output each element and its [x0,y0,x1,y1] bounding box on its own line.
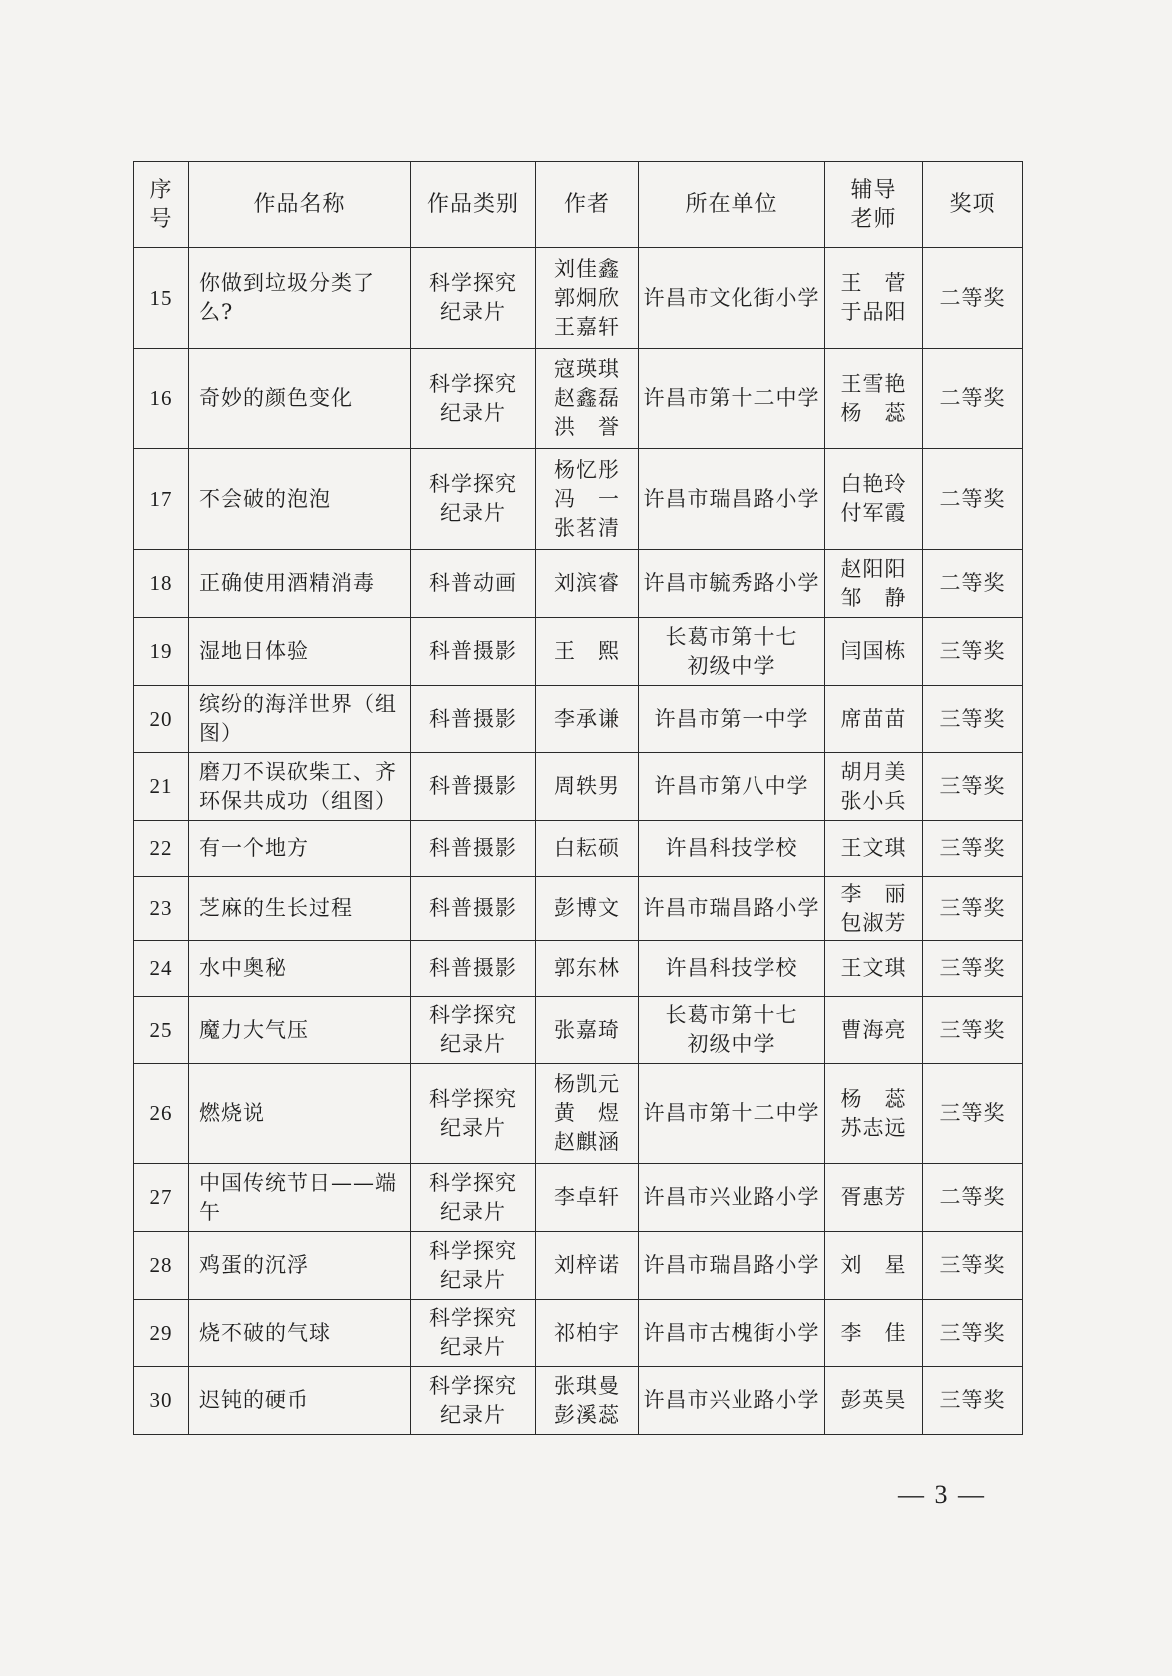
cell-line: 王文琪 [840,836,907,860]
cell-line: 纪录片 [440,1199,506,1224]
cell-line: 纪录片 [440,1335,506,1359]
cell-title: 燃烧说 [189,1064,411,1164]
cell-line: 纪录片 [440,1115,506,1140]
cell-line: 刘 星 [840,1253,907,1277]
cell-line: 赵阳阳 [840,556,907,581]
cell-line: 初级中学 [687,1032,776,1056]
cell-unit [639,1300,825,1367]
cell-line: 纪录片 [440,1267,506,1292]
cell-award: 三等奖 [923,997,1023,1064]
cell-authors [536,618,639,686]
cell-category [411,1064,536,1164]
cell-seq: 20 [134,686,189,753]
table-row [134,1300,1023,1367]
cell-award: 三等奖 [923,686,1023,753]
table-row [134,248,1023,349]
cell-line: 刘佳鑫 [554,256,620,281]
cell-authors [536,686,639,753]
table-header-row [134,162,1023,248]
cell-seq: 29 [134,1300,189,1367]
cell-seq: 27 [134,1164,189,1232]
cell-award: 二等奖 [923,1164,1023,1232]
cell-authors [536,1367,639,1435]
cell-teacher [825,997,923,1064]
table-row [134,753,1023,821]
cell-line: 赵麒涵 [554,1130,620,1154]
cell-seq: 24 [134,941,189,997]
cell-line: 苏志远 [840,1115,907,1140]
cell-title: 鸡蛋的沉浮 [189,1232,411,1300]
cell-title: 魔力大气压 [189,997,411,1064]
cell-unit [639,686,825,753]
cell-teacher [825,349,923,449]
cell-line: 李 佳 [840,1320,907,1345]
cell-authors [536,449,639,550]
cell-line: 张琪曼 [554,1373,620,1398]
cell-category [411,1232,536,1300]
cell-seq: 21 [134,753,189,821]
cell-unit [639,1232,825,1300]
cell-line: 许昌市瑞昌路小学 [643,896,820,920]
cell-line: 李 丽 [840,881,907,906]
cell-unit [639,997,825,1064]
cell-teacher [825,753,923,821]
table-row [134,1164,1023,1232]
cell-line: 纪录片 [440,1402,506,1427]
cell-award: 三等奖 [923,1300,1023,1367]
cell-line: 科学探究 [429,371,517,396]
header-category: 作品类别 [411,162,536,248]
cell-title: 磨刀不误砍柴工、齐环保共成功（组图） [189,753,411,821]
cell-seq: 28 [134,1232,189,1300]
cell-line: 郭炯欣 [554,285,620,310]
cell-unit [639,618,825,686]
cell-line: 长葛市第十七 [665,1003,798,1027]
cell-category [411,753,536,821]
table-row [134,686,1023,753]
cell-line: 许昌市古槐街小学 [643,1320,820,1345]
cell-line: 胡月美 [840,759,907,784]
cell-title: 缤纷的海洋世界（组图） [189,686,411,753]
cell-line: 于品阳 [840,300,907,324]
table-row [134,821,1023,877]
cell-line: 李卓轩 [554,1185,620,1209]
cell-line: 许昌市兴业路小学 [643,1388,820,1412]
cell-award: 二等奖 [923,349,1023,449]
cell-line: 彭英昊 [840,1388,907,1412]
cell-unit [639,821,825,877]
table-row [134,997,1023,1064]
cell-teacher [825,248,923,349]
cell-line: 科学探究 [429,1306,517,1330]
cell-line: 李承谦 [554,706,620,731]
cell-line: 科普摄影 [429,956,517,980]
table-row [134,1064,1023,1164]
cell-line: 邹 静 [840,585,907,610]
cell-seq: 18 [134,550,189,618]
cell-category [411,821,536,877]
cell-award: 二等奖 [923,449,1023,550]
cell-line: 许昌市瑞昌路小学 [643,486,820,511]
cell-title: 烧不破的气球 [189,1300,411,1367]
cell-line: 科普摄影 [429,896,517,920]
cell-unit [639,248,825,349]
cell-seq: 30 [134,1367,189,1435]
cell-award: 三等奖 [923,941,1023,997]
cell-line: 彭溪蕊 [554,1402,620,1427]
cell-authors [536,821,639,877]
cell-line: 科普动画 [429,571,517,595]
cell-award: 三等奖 [923,1367,1023,1435]
cell-teacher [825,550,923,618]
cell-title: 迟钝的硬币 [189,1367,411,1435]
cell-category [411,449,536,550]
awards-table [133,161,1023,1435]
cell-title: 正确使用酒精消毒 [189,550,411,618]
cell-category [411,877,536,941]
cell-award: 三等奖 [923,821,1023,877]
cell-line: 科学探究 [429,1373,517,1398]
cell-teacher [825,1367,923,1435]
table-row [134,618,1023,686]
cell-line: 闫国栋 [840,639,907,663]
cell-authors [536,1064,639,1164]
cell-award: 三等奖 [923,618,1023,686]
cell-line: 许昌市第八中学 [654,774,809,798]
cell-line: 纪录片 [440,300,506,324]
cell-line: 科学探究 [429,271,517,295]
cell-category [411,550,536,618]
cell-line: 杨 蕊 [840,1086,907,1111]
cell-unit [639,1064,825,1164]
cell-award: 三等奖 [923,1232,1023,1300]
cell-authors [536,877,639,941]
cell-line: 祁柏宇 [554,1320,620,1345]
cell-award: 三等奖 [923,1064,1023,1164]
cell-seq: 16 [134,349,189,449]
cell-line: 席苗苗 [840,706,907,731]
cell-line: 科普摄影 [429,639,517,663]
cell-award: 三等奖 [923,753,1023,821]
cell-line: 杨忆彤 [554,457,620,482]
cell-line: 许昌市第十二中学 [643,1101,820,1125]
cell-line: 初级中学 [687,653,776,678]
cell-line: 许昌市文化街小学 [643,285,820,310]
cell-title: 中国传统节日——端午 [189,1164,411,1232]
cell-line: 许昌市第十二中学 [643,386,820,410]
cell-category [411,1300,536,1367]
cell-category [411,349,536,449]
cell-teacher [825,877,923,941]
cell-teacher [825,449,923,550]
cell-award: 三等奖 [923,877,1023,941]
cell-line: 王雪艳 [840,371,907,396]
cell-line: 冯 一 [554,486,620,511]
cell-unit [639,550,825,618]
cell-seq: 26 [134,1064,189,1164]
cell-teacher [825,1164,923,1232]
cell-authors [536,1164,639,1232]
cell-line: 寇瑛琪 [554,357,620,381]
cell-authors [536,349,639,449]
table-row [134,550,1023,618]
cell-line: 付军霞 [840,501,907,525]
cell-line: 曹海亮 [840,1017,907,1042]
cell-category [411,997,536,1064]
cell-line: 杨 蕊 [840,400,907,425]
cell-unit [639,877,825,941]
cell-line: 科普摄影 [429,836,517,860]
cell-line: 洪 誉 [554,415,620,439]
cell-line: 张嘉琦 [554,1017,620,1042]
header-teacher: 辅导 老师 [825,162,923,248]
cell-award: 二等奖 [923,248,1023,349]
cell-category [411,1164,536,1232]
cell-line: 包淑芳 [840,910,907,935]
cell-line: 许昌市第一中学 [654,706,809,731]
cell-line: 纪录片 [440,1032,506,1056]
cell-line: 白艳玲 [840,472,907,496]
cell-line: 刘滨睿 [554,571,620,595]
cell-line: 许昌科技学校 [665,836,798,860]
cell-line: 科学探究 [429,472,517,496]
cell-teacher [825,618,923,686]
cell-line: 周轶男 [554,774,620,798]
cell-line: 王嘉轩 [554,314,620,339]
cell-line: 科普摄影 [429,706,517,731]
cell-line: 王文琪 [840,956,907,980]
cell-teacher [825,1232,923,1300]
header-authors: 作者 [536,162,639,248]
cell-line: 郭东林 [554,956,620,980]
cell-line: 科学探究 [429,1238,517,1263]
cell-unit [639,349,825,449]
cell-authors [536,1300,639,1367]
table-row [134,1367,1023,1435]
cell-teacher [825,1300,923,1367]
cell-authors [536,997,639,1064]
cell-line: 许昌科技学校 [665,956,798,980]
cell-line: 胥惠芳 [840,1185,907,1209]
cell-line: 纪录片 [440,400,506,425]
cell-category [411,1367,536,1435]
cell-line: 赵鑫磊 [554,386,620,410]
cell-title: 你做到垃圾分类了么? [189,248,411,349]
cell-unit [639,1367,825,1435]
header-title: 作品名称 [189,162,411,248]
cell-teacher [825,941,923,997]
cell-line: 科学探究 [429,1170,517,1195]
cell-line: 黄 煜 [554,1101,620,1125]
cell-teacher [825,1064,923,1164]
table-row [134,941,1023,997]
cell-line: 张小兵 [840,788,907,813]
table-row [134,449,1023,550]
cell-line: 杨凯元 [554,1072,620,1096]
cell-line: 科普摄影 [429,774,517,798]
cell-seq: 23 [134,877,189,941]
cell-seq: 25 [134,997,189,1064]
cell-line: 张茗清 [554,515,620,540]
cell-title: 不会破的泡泡 [189,449,411,550]
cell-award: 二等奖 [923,550,1023,618]
cell-category [411,686,536,753]
cell-seq: 22 [134,821,189,877]
cell-line: 许昌市兴业路小学 [643,1185,820,1209]
cell-authors [536,1232,639,1300]
cell-line: 白耘硕 [554,836,620,860]
header-unit: 所在单位 [639,162,825,248]
header-award: 奖项 [923,162,1023,248]
cell-teacher [825,686,923,753]
cell-seq: 17 [134,449,189,550]
cell-title: 芝麻的生长过程 [189,877,411,941]
cell-line: 彭博文 [554,896,620,920]
table-body [134,248,1023,1435]
table-row [134,877,1023,941]
cell-line: 许昌市瑞昌路小学 [643,1253,820,1277]
cell-title: 湿地日体验 [189,618,411,686]
cell-unit [639,941,825,997]
cell-category [411,941,536,997]
cell-category [411,248,536,349]
table-row [134,1232,1023,1300]
cell-unit [639,753,825,821]
cell-line: 长葛市第十七 [665,624,798,649]
page-number: — 3 — [898,1480,986,1509]
cell-line: 王 菅 [840,271,907,295]
cell-authors [536,941,639,997]
cell-unit [639,1164,825,1232]
cell-authors [536,550,639,618]
cell-line: 纪录片 [440,501,506,525]
cell-line: 王 熙 [554,639,620,663]
cell-line: 许昌市毓秀路小学 [643,571,820,595]
cell-title: 有一个地方 [189,821,411,877]
cell-unit [639,449,825,550]
cell-authors [536,248,639,349]
table-row [134,349,1023,449]
cell-title: 水中奥秘 [189,941,411,997]
header-seq: 序 号 [134,162,189,248]
cell-seq: 19 [134,618,189,686]
cell-category [411,618,536,686]
cell-title: 奇妙的颜色变化 [189,349,411,449]
cell-line: 科学探究 [429,1003,517,1027]
cell-authors [536,753,639,821]
cell-seq: 15 [134,248,189,349]
cell-line: 刘梓诺 [554,1253,620,1277]
cell-line: 科学探究 [429,1086,517,1111]
cell-teacher [825,821,923,877]
